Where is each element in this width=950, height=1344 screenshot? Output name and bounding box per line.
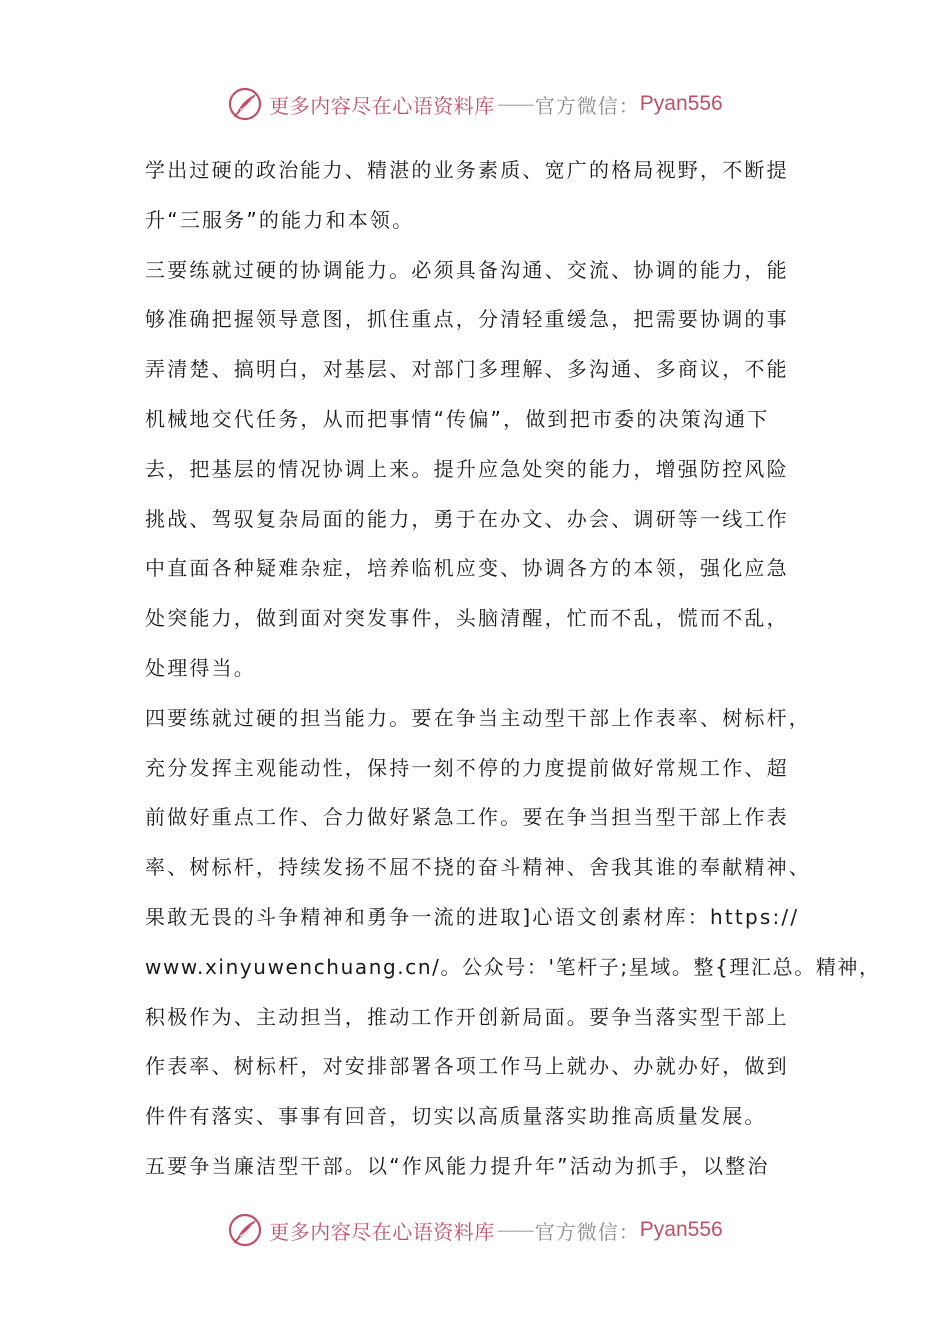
header-banner [0,82,950,126]
pen-leaf-logo-icon [227,1212,263,1248]
header-wechat-label: 官方微信： [534,93,640,118]
footer-dash: —— [496,1218,533,1242]
footer-wechat-id: Pyan556 [639,1218,723,1241]
body-line: 中直面各种疑难杂症，培养临机应变、协调各方的本领，强化应急 [145,556,789,581]
body-line: 处突能力，做到面对突发事件，头脑清醒，忙而不乱，慌而不乱， [145,606,789,631]
body-line: 弄清楚、搞明白，对基层、对部门多理解、多沟通、多商议，不能 [145,357,789,382]
footer-wechat-label: 官方微信： [534,1219,640,1244]
body-line: 三要练就过硬的协调能力。必须具备沟通、交流、协调的能力，能 [145,257,789,282]
body-line: www.xinyuwenchuang.cn/。公众号：'笔杆子;星域。整{理汇总。精神， [145,954,881,979]
body-line: 件件有落实、事事有回音，切实以高质量落实助推高质量发展。 [145,1104,767,1129]
body-line: 处理得当。 [145,655,256,680]
body-line: 升“三服务”的能力和本领。 [145,207,415,232]
header-wechat-id: Pyan556 [639,92,723,115]
body-line: 率、树标杆，持续发扬不屈不挠的奋斗精神、舍我其谁的奉献精神、 [145,855,811,880]
body-line: 去，把基层的情况协调上来。提升应急处突的能力，增强防控风险 [145,456,789,481]
body-line: 果敢无畏的斗争精神和勇争一流的进取]心语文创素材库：https:// [145,904,800,929]
body-line: 五要争当廉洁型干部。以“作风能力提升年”活动为抓手，以整治 [145,1153,770,1178]
pen-leaf-logo-icon [227,86,263,122]
body-line: 挑战、驾驭复杂局面的能力，勇于在办文、办会、调研等一线工作 [145,506,789,531]
body-line: 够准确把握领导意图，抓住重点，分清轻重缓急，把需要协调的事 [145,307,789,332]
body-line: 充分发挥主观能动性，保持一刻不停的力度提前做好常规工作、超 [145,755,789,780]
body-line: 四要练就过硬的担当能力。要在争当主动型干部上作表率、树标杆， [145,705,811,730]
footer-banner [0,1208,950,1252]
header-site-text: 更多内容尽在心语资料库 [269,93,495,118]
body-line: 机械地交代任务，从而把事情“传偏”，做到把市委的决策沟通下 [145,406,770,431]
document-body [145,146,881,1192]
body-line: 前做好重点工作、合力做好紧急工作。要在争当担当型干部上作表 [145,805,789,830]
header-dash: —— [496,92,533,116]
body-line: 学出过硬的政治能力、精湛的业务素质、宽广的格局视野，不断提 [145,158,789,182]
body-line: 积极作为、主动担当，推动工作开创新局面。要争当落实型干部上 [145,1004,789,1029]
footer-site-text: 更多内容尽在心语资料库 [269,1219,495,1244]
body-line: 作表率、树标杆，对安排部署各项工作马上就办、办就办好，做到 [145,1054,789,1079]
